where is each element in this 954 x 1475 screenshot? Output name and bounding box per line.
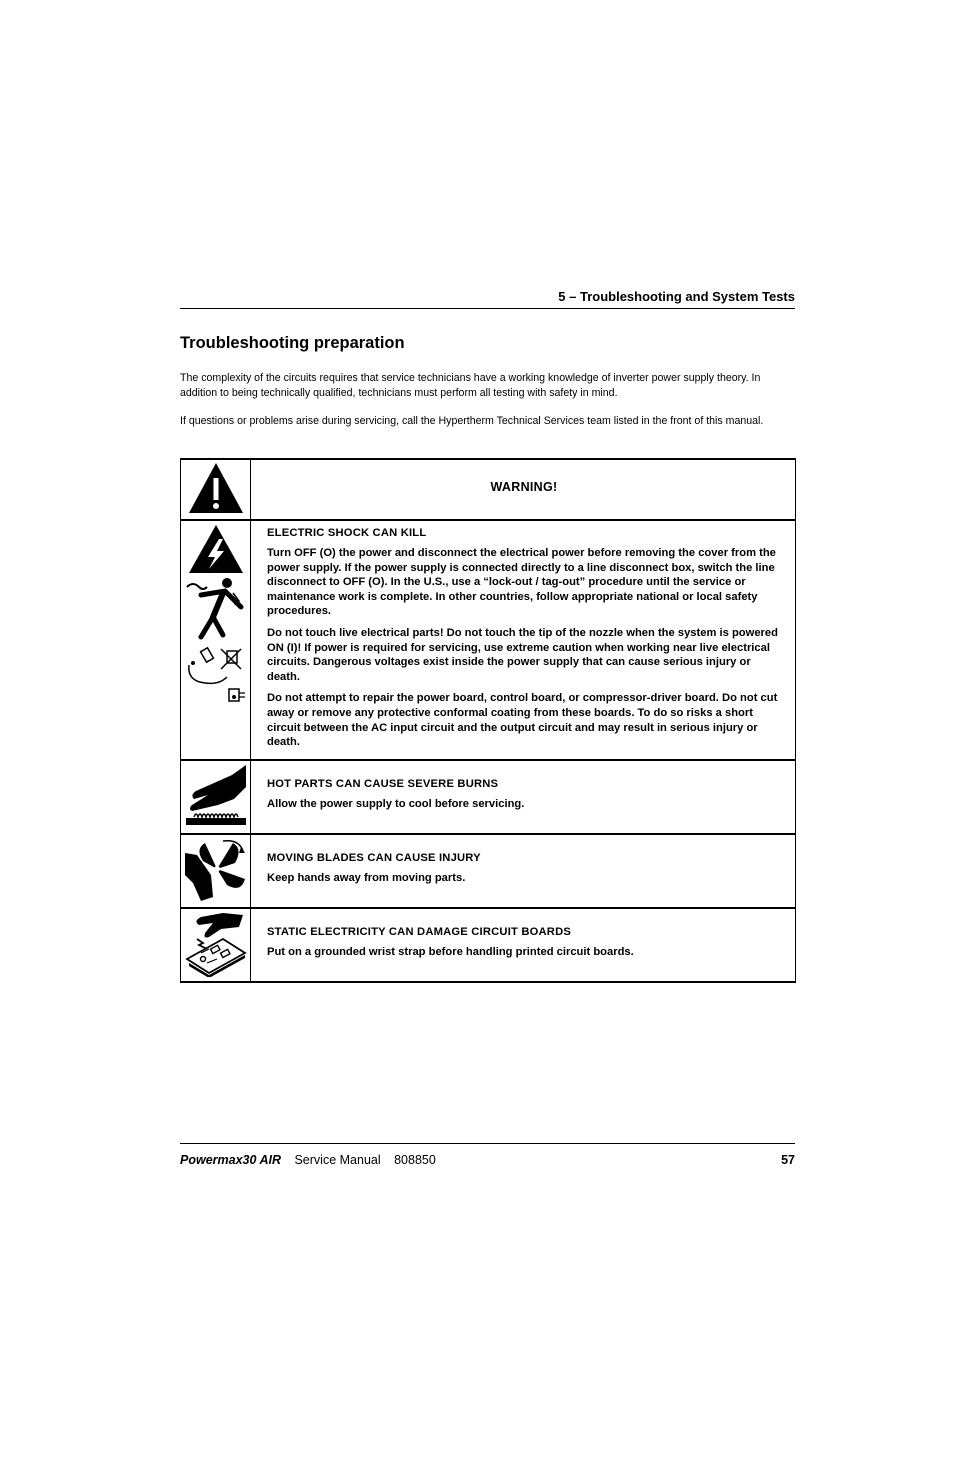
footer-manual-type: Service Manual bbox=[294, 1153, 381, 1167]
page-number: 57 bbox=[781, 1153, 795, 1167]
warning-header-cell bbox=[251, 459, 796, 520]
moving-blades-hand-icon bbox=[183, 835, 249, 903]
section-title: Troubleshooting preparation bbox=[180, 334, 405, 352]
footer-product-name: Powermax30 AIR bbox=[180, 1153, 281, 1167]
footer-rule bbox=[180, 1143, 795, 1144]
hot-icon-cell bbox=[181, 760, 251, 834]
hot-surface-hand-icon bbox=[184, 761, 248, 827]
warning-heading: WARNING! bbox=[490, 480, 558, 494]
running-header bbox=[180, 288, 795, 309]
hot-title: HOT PARTS CAN CAUSE SEVERE BURNS bbox=[267, 778, 499, 790]
warning-table bbox=[180, 458, 796, 983]
hot-parts-row bbox=[181, 760, 796, 834]
intro-paragraph: The complexity of the circuits requires that service technicians have a working knowledge of inverter power supply theory. In addition to being technically qualified, technicians must perform all testing with safety in mind. bbox=[180, 372, 761, 399]
shock-paragraph-1: Turn OFF (O) the power and disconnect the electrical power before removing the cover from the power supply. If the power supply is connected directly to a line disconnect box, switch the line disconnect to OFF (O). In the U.S., use a “lock-out / tag-out” procedure until the service or maintenance work is complete. In other countries, follow appropriate national or local safety procedures. bbox=[267, 547, 776, 618]
shock-paragraph-3: Do not attempt to repair the power board, control board, or compressor-driver board. Do not cut away or remove any protective conformal coating from these boards. To do so risks a short circuit between the AC input circuit and the output circuit and may result in serious injury or death. bbox=[267, 692, 778, 749]
electric-shock-icon bbox=[183, 521, 249, 707]
shock-paragraph-2: Do not touch live electrical parts! Do not touch the tip of the nozzle when the system is powered ON (I)! If power is required for servicing, use extreme caution when working near live electrical circuits. Dangerous voltages exist inside the power supply that can cause serious injury or death. bbox=[267, 626, 778, 683]
moving-blades-row bbox=[181, 834, 796, 908]
static-icon-cell bbox=[181, 908, 251, 982]
static-circuit-board-icon bbox=[183, 909, 249, 977]
shock-hazard-row bbox=[181, 520, 796, 760]
static-text-cell bbox=[251, 908, 796, 982]
page-footer bbox=[180, 1153, 795, 1167]
hot-text-cell bbox=[251, 760, 796, 834]
static-text: Put on a grounded wrist strap before handling printed circuit boards. bbox=[267, 946, 634, 958]
blades-text-cell bbox=[251, 834, 796, 908]
hot-text: Allow the power supply to cool before servicing. bbox=[267, 798, 525, 810]
static-electricity-row bbox=[181, 908, 796, 982]
shock-icon-cell bbox=[181, 520, 251, 760]
blades-icon-cell bbox=[181, 834, 251, 908]
blades-text: Keep hands away from moving parts. bbox=[267, 872, 466, 884]
footer-part-number: 808850 bbox=[394, 1153, 436, 1167]
warning-triangle-icon bbox=[186, 460, 246, 516]
support-paragraph: If questions or problems arise during servicing, call the Hypertherm Technical Services team listed in the front of this manual. bbox=[180, 415, 764, 427]
warning-header-row bbox=[181, 459, 796, 520]
chapter-title: 5 – Troubleshooting and System Tests bbox=[558, 289, 795, 304]
static-title: STATIC ELECTRICITY CAN DAMAGE CIRCUIT BOARDS bbox=[267, 926, 572, 938]
warning-icon-cell bbox=[181, 459, 251, 520]
blades-title: MOVING BLADES CAN CAUSE INJURY bbox=[267, 852, 481, 864]
shock-title: ELECTRIC SHOCK CAN KILL bbox=[267, 527, 427, 539]
shock-text-cell bbox=[251, 520, 796, 760]
